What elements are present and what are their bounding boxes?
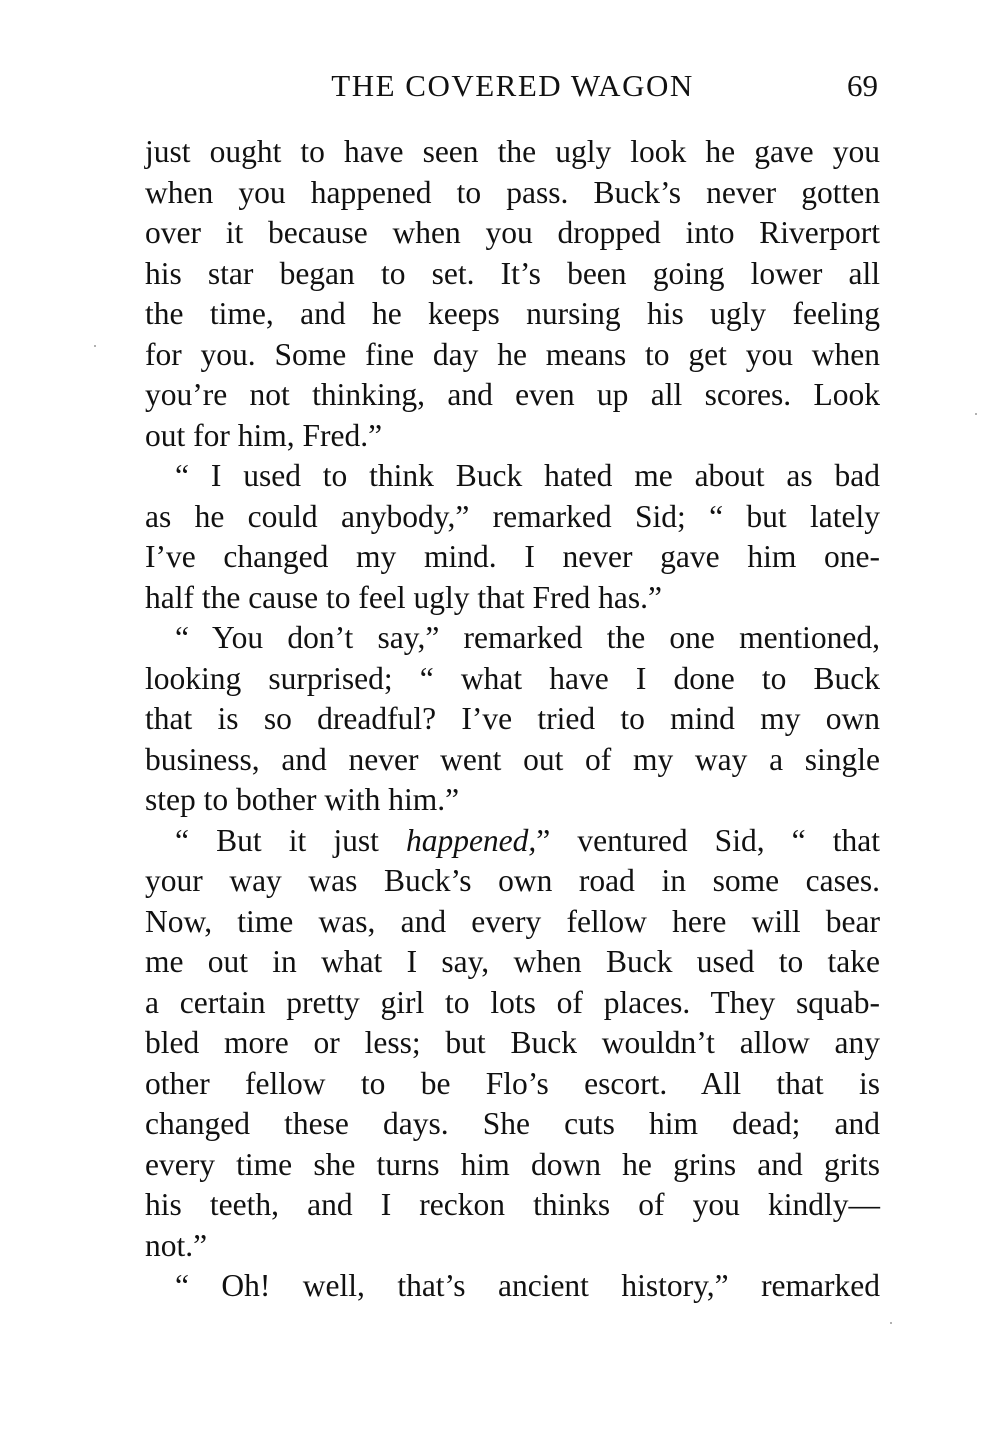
text-line: looking surprised; “ what have I done to Buck [145, 660, 880, 696]
text-line: for you. Some fine day he means to get you when [145, 336, 880, 372]
text-line [145, 821, 880, 862]
text-line: as he could anybody,” remarked Sid; “ but lately [145, 498, 880, 534]
text-line: his teeth, and I reckon thinks of you kindly— [145, 1187, 880, 1222]
italic-word: happened, [405, 822, 537, 858]
running-head [145, 68, 880, 112]
text-line: I’ve changed my mind. I never gave him one- [145, 539, 880, 574]
scan-speck [975, 413, 977, 415]
text-line: that is so dreadful? I’ve tried to mind my own [145, 701, 880, 736]
text-line: the time, and he keeps nursing his ugly feeling [145, 296, 880, 331]
text-line: Now, time was, and every fellow here will bear [145, 903, 880, 939]
text-line: out for him, Fred.” [145, 417, 383, 453]
text-line: you’re not thinking, and even up all scores. Look [145, 377, 880, 412]
text-line: every time she turns him down he grins and grits [145, 1146, 880, 1182]
text-line: your way was Buck’s own road in some cases. [145, 863, 880, 898]
text-line: business, and never went out of my way a single [145, 741, 880, 777]
scan-speck [890, 1322, 892, 1324]
text-line: “ I used to think Buck hated me about as bad [175, 458, 880, 493]
text-line: other fellow to be Flo’s escort. All that is [145, 1065, 880, 1101]
text-line: when you happened to pass. Buck’s never gotten [145, 174, 880, 210]
text-line: step to bother with him.” [145, 782, 460, 817]
text-line: a certain pretty girl to lots of places. They squab- [145, 984, 880, 1020]
text-line: “ Oh! well, that’s ancient history,” remarked [175, 1268, 880, 1303]
page-number: 69 [847, 68, 878, 103]
running-title: THE COVERED WAGON [331, 68, 694, 103]
text-line: me out in what I say, when Buck used to take [145, 944, 880, 979]
scan-speck [94, 345, 96, 347]
text-segment: “ But it just [175, 822, 406, 858]
text-line: half the cause to feel ugly that Fred has.” [145, 579, 662, 615]
text-line: “ You don’t say,” remarked the one mentioned, [175, 620, 880, 655]
text-line: just ought to have seen the ugly look he gave you [145, 134, 880, 169]
text-line: his star began to set. It’s been going lower all [145, 255, 880, 291]
text-line: bled more or less; but Buck wouldn’t allow any [145, 1025, 880, 1060]
body-text [145, 132, 880, 1307]
text-line: over it because when you dropped into Riverport [145, 215, 880, 250]
text-line: changed these days. She cuts him dead; and [145, 1106, 880, 1141]
text-line: not.” [145, 1227, 208, 1263]
text-segment: ” ventured Sid, “ that [536, 822, 880, 858]
